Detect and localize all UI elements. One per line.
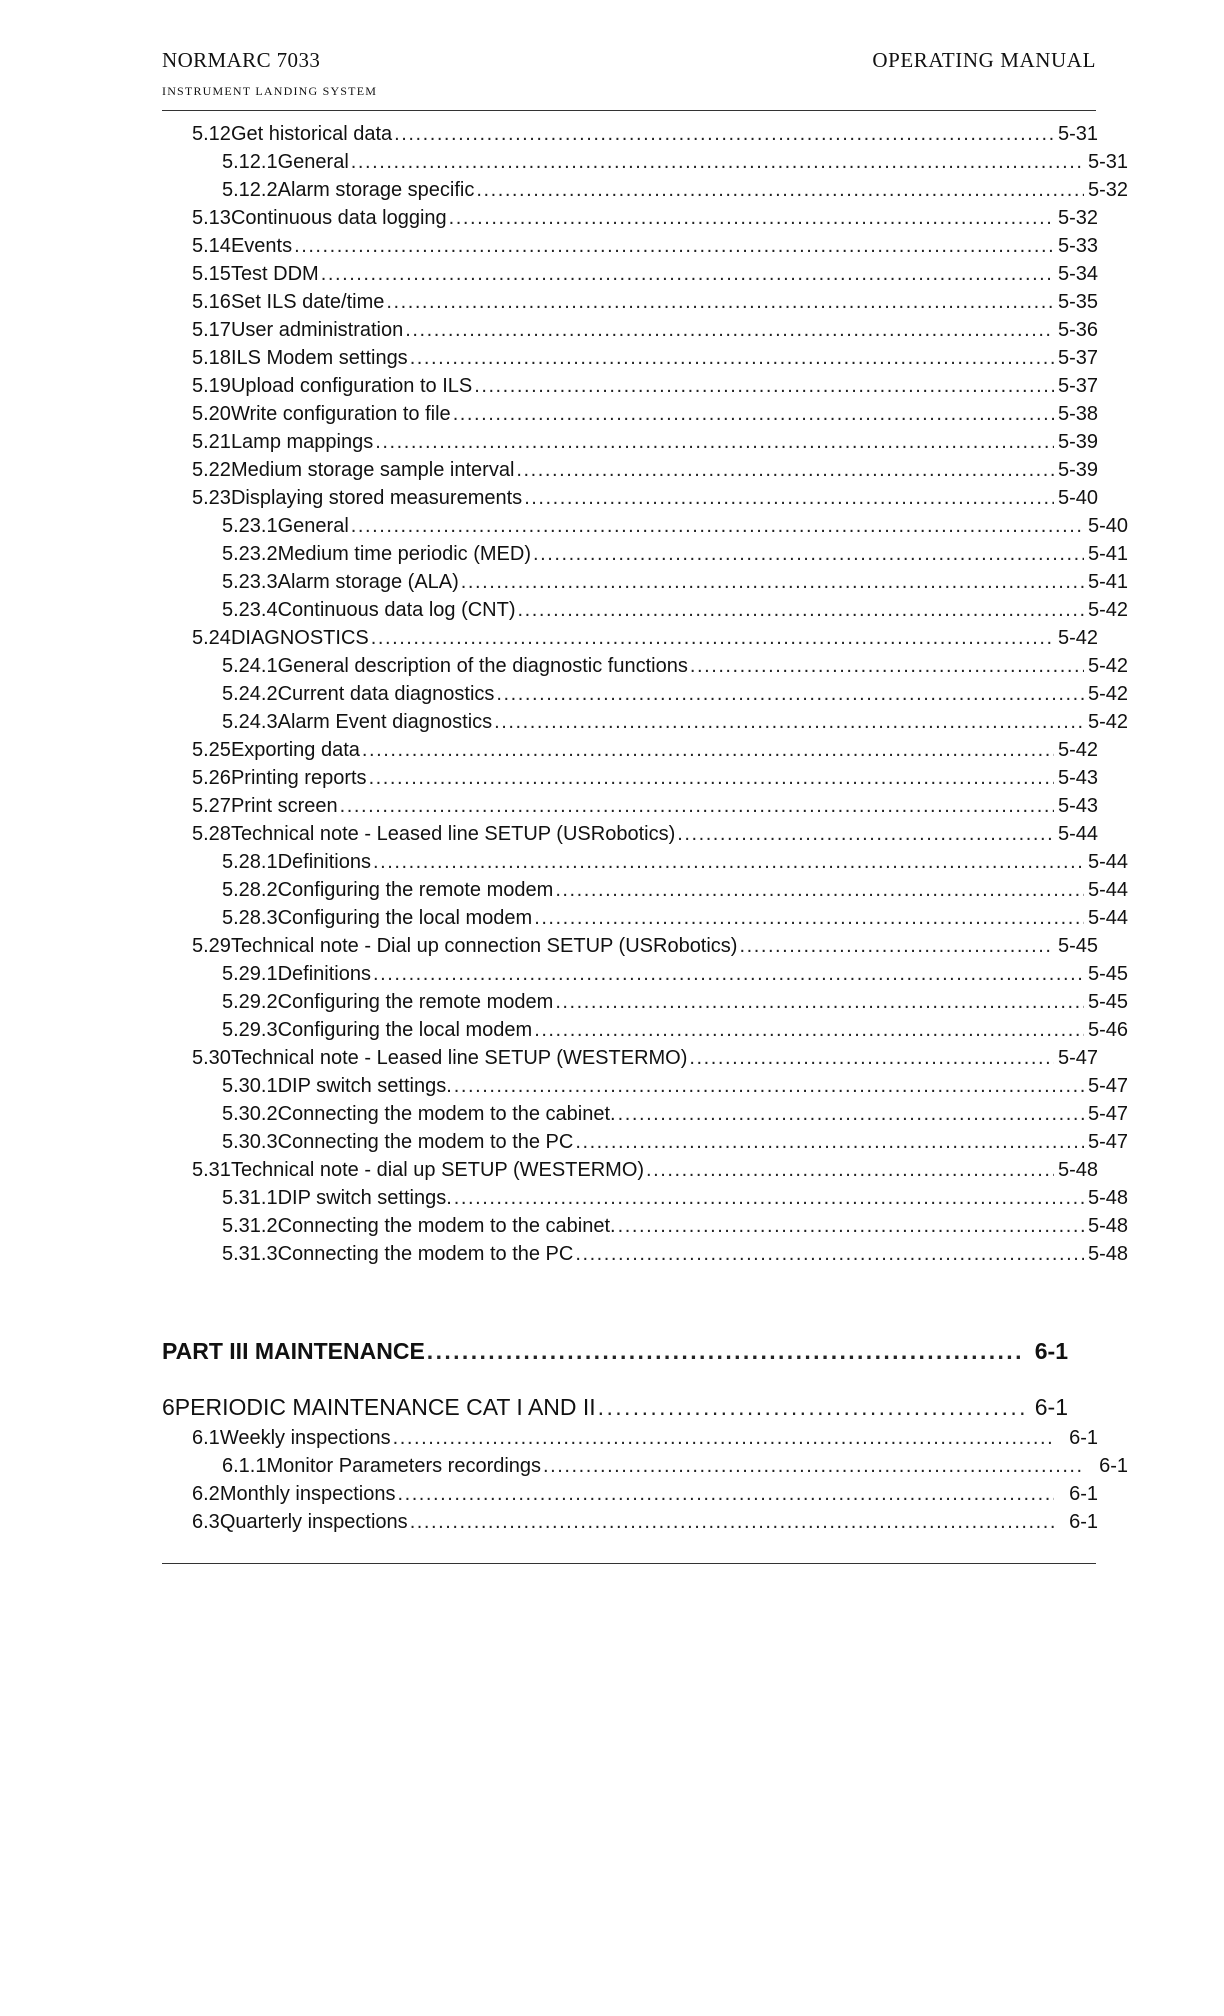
toc-entry-page: 5-45 [1057,935,1098,957]
toc-entry [162,1480,1098,1508]
toc-entry-title: Upload configuration to ILS [230,375,473,397]
toc-entry [162,1016,1128,1044]
toc-entry [162,764,1098,792]
toc-entry [162,820,1098,848]
toc-dot-leader [516,456,1054,484]
toc-dot-leader [555,876,1084,904]
toc-entry-page: 6-1 [1069,1511,1098,1533]
toc-entry [162,1452,1128,1480]
toc-chapter-page: 6-1 [1034,1394,1068,1420]
page-header [162,48,1096,112]
toc-entry-title: Print screen [230,795,338,817]
toc-entry-number: 6.1 [192,1427,220,1449]
toc-entry-title: Write configuration to file [230,403,451,425]
toc-entry-page: 5-33 [1057,235,1098,257]
footer-divider [162,1563,1096,1564]
toc-entry-page: 5-36 [1057,319,1098,341]
toc-entry [162,176,1128,204]
toc-entry-page: 5-47 [1087,1131,1128,1153]
toc-entry [162,1508,1098,1536]
header-product-title: NORMARC 7033 [162,48,321,72]
toc-entry-number: 5.13 [192,207,231,229]
toc-entry-number: 5.19 [192,375,231,397]
toc-entry-page: 5-35 [1057,291,1098,313]
toc-dot-leader [575,1240,1084,1268]
toc-entry-title: Current data diagnostics [277,683,495,705]
toc-dot-leader [598,1390,1024,1424]
toc-entry-title: Medium time periodic (MED) [277,543,531,565]
toc-entry [162,1128,1128,1156]
toc-entry-title: Configuring the local modem [277,907,533,929]
toc-entry-title: Connecting the modem to the PC [277,1131,574,1153]
toc-entry-number: 5.15 [192,263,231,285]
toc-entry-page: 5-47 [1087,1103,1128,1125]
toc-entry [162,288,1098,316]
toc-entry-page: 5-34 [1057,263,1098,285]
header-product-subtitle: INSTRUMENT LANDING SYSTEM [162,84,378,98]
toc-dot-leader [373,960,1084,988]
toc-entry-page: 5-45 [1087,991,1128,1013]
toc-entry-number: 5.30.2 [222,1103,278,1125]
toc-entry [162,1156,1098,1184]
toc-entry-page: 5-44 [1087,879,1128,901]
toc-entry-title: Monitor Parameters recordings [266,1455,542,1477]
toc-dot-leader [294,232,1054,260]
toc-entry-title: Displaying stored measurements [230,487,523,509]
toc-entry [162,232,1098,260]
toc-entry [162,400,1098,428]
toc-entry-page: 5-38 [1057,403,1098,425]
header-manual-title: OPERATING MANUAL [872,48,1096,72]
toc-entry-title: Configuring the local modem [277,1019,533,1041]
toc-entry-title: General [277,151,349,173]
toc-entry-page: 5-39 [1057,459,1098,481]
toc-entry [162,344,1098,372]
toc-entry-title: Printing reports [230,767,367,789]
toc-dot-leader [690,652,1084,680]
toc-entry-title: Alarm storage (ALA) [277,571,459,593]
toc-entry-page: 5-45 [1087,963,1128,985]
toc-entry [162,568,1128,596]
toc-part-title: PART III MAINTENANCE [162,1338,425,1364]
toc-entry-number: 5.21 [192,431,231,453]
toc-entry-page: 5-43 [1057,767,1098,789]
toc-dot-leader [494,708,1084,736]
toc-entry-page: 5-39 [1057,431,1098,453]
toc-dot-leader [386,288,1054,316]
toc-entry-title: Configuring the remote modem [277,991,554,1013]
toc-entry [162,988,1128,1016]
toc-entry-page: 5-42 [1087,683,1128,705]
toc-entry-page: 5-48 [1087,1187,1128,1209]
toc-entry-title: Lamp mappings [230,431,374,453]
toc-dot-leader [474,372,1054,400]
toc-entry [162,456,1098,484]
toc-dot-leader [394,120,1054,148]
toc-entry-number: 5.25 [192,739,231,761]
toc-dot-leader [518,596,1085,624]
toc-entry [162,316,1098,344]
toc-entry-number: 5.12.1 [222,151,278,173]
toc-entry-number: 5.30 [192,1047,231,1069]
toc-entry-number: 5.27 [192,795,231,817]
toc-entry [162,120,1098,148]
toc-entry-page: 5-47 [1087,1075,1128,1097]
toc-entry-title: Events [230,235,293,257]
toc-entry [162,1424,1098,1452]
toc-part-heading [162,1334,1068,1368]
toc-dot-leader [533,540,1084,568]
toc-entry-page: 5-41 [1087,543,1128,565]
toc-entry-page: 5-47 [1057,1047,1098,1069]
toc-entry-title: DIP switch settings. [277,1187,452,1209]
toc-chapter-title: PERIODIC MAINTENANCE CAT I AND II [174,1394,596,1420]
toc-entry-title: Alarm Event diagnostics [277,711,493,733]
header-divider [162,110,1096,111]
toc-entry-number: 5.12 [192,123,231,145]
toc-entry-number: 5.23.4 [222,599,278,621]
toc-entry-page: 5-48 [1057,1159,1098,1181]
toc-entry-title: Technical note - Dial up connection SETUP (USRobotics) [230,935,738,957]
toc-entry-number: 6.2 [192,1483,220,1505]
toc-dot-leader [543,1452,1084,1480]
toc-dot-leader [321,260,1054,288]
toc-entry [162,1044,1098,1072]
toc-entry [162,960,1128,988]
toc-entry-number: 5.28.1 [222,851,278,873]
toc-entry-page: 5-42 [1087,599,1128,621]
toc-part-page: 6-1 [1034,1338,1068,1364]
toc-entry [162,652,1128,680]
toc-dot-leader [534,1016,1084,1044]
toc-entry-number: 5.23.3 [222,571,278,593]
toc-entry-page: 6-1 [1069,1427,1098,1449]
toc-entry [162,204,1098,232]
toc-entry-page: 5-41 [1087,571,1128,593]
toc-entry-number: 5.24 [192,627,231,649]
toc-entry-page: 5-42 [1057,739,1098,761]
toc-entry-page: 5-48 [1087,1215,1128,1237]
toc-entry-page: 5-37 [1057,375,1098,397]
toc-dot-leader [461,568,1084,596]
toc-dot-leader [496,680,1084,708]
toc-entry-number: 5.31 [192,1159,231,1181]
toc-chapter-heading [162,1390,1068,1424]
toc-entry-title: Technical note - dial up SETUP (WESTERMO) [230,1159,645,1181]
toc-entry-number: 5.24.2 [222,683,278,705]
toc-entry-number: 5.30.1 [222,1075,278,1097]
toc-dot-leader [618,1100,1084,1128]
toc-entry [162,512,1128,540]
toc-entry-number: 5.29.2 [222,991,278,1013]
toc-dot-leader [575,1128,1084,1156]
toc-entry-number: 6.3 [192,1511,220,1533]
toc-dot-leader [534,904,1084,932]
toc-entry [162,792,1098,820]
toc-dot-leader [362,736,1054,764]
toc-entry [162,428,1098,456]
toc-entry-number: 6.1.1 [222,1455,267,1477]
toc-dot-leader [340,792,1054,820]
toc-chapter-number: 6 [162,1394,175,1420]
toc-dot-leader [393,1424,1054,1452]
toc-dot-leader [453,400,1054,428]
toc-entry-title: Configuring the remote modem [277,879,554,901]
toc-entry-number: 5.22 [192,459,231,481]
toc-entry-title: Alarm storage specific [277,179,475,201]
toc-entry [162,736,1098,764]
toc-entry-number: 5.29.1 [222,963,278,985]
toc-entry-page: 5-32 [1087,179,1128,201]
toc-entry-number: 5.30.3 [222,1131,278,1153]
toc-entry-title: Technical note - Leased line SETUP (USRobotics) [230,823,676,845]
toc-entry [162,932,1098,960]
toc-dot-leader [410,1508,1054,1536]
toc-dot-leader [375,428,1054,456]
toc-entry [162,1100,1128,1128]
toc-entry-title: DIP switch settings. [277,1075,452,1097]
toc-entry-number: 5.24.1 [222,655,278,677]
toc-entry-number: 5.31.1 [222,1187,278,1209]
toc-entry [162,708,1128,736]
toc-entry-title: Monthly inspections [219,1483,396,1505]
toc-entry-page: 5-42 [1087,711,1128,733]
toc-entry-title: Medium storage sample interval [230,459,515,481]
toc-dot-leader [410,344,1054,372]
toc-entry [162,596,1128,624]
toc-entry [162,260,1098,288]
toc-dot-leader [371,624,1054,652]
toc-dot-leader [618,1212,1084,1240]
toc-entry-page: 5-44 [1057,823,1098,845]
toc-entry-number: 5.16 [192,291,231,313]
toc-entry-number: 5.28.3 [222,907,278,929]
toc-entry-title: Exporting data [230,739,360,761]
toc-entry-title: Quarterly inspections [219,1511,408,1533]
toc-dot-leader [397,1480,1054,1508]
toc-entry-number: 5.23 [192,487,231,509]
toc-entry-title: Connecting the modem to the cabinet. [277,1215,616,1237]
toc-entry-title: Test DDM [230,263,319,285]
toc-dot-leader [351,512,1084,540]
toc-entry-number: 5.24.3 [222,711,278,733]
toc-entry-page: 5-40 [1057,487,1098,509]
toc-entry-number: 5.14 [192,235,231,257]
toc-dot-leader [454,1072,1084,1100]
toc-entry-title: Definitions [277,851,371,873]
toc-entry [162,1184,1128,1212]
toc-entry-number: 5.28.2 [222,879,278,901]
toc-entry-title: General description of the diagnostic functions [277,655,688,677]
toc-entry-number: 5.18 [192,347,231,369]
toc-entry-title: Connecting the modem to the cabinet. [277,1103,616,1125]
toc-entry-page: 5-44 [1087,851,1128,873]
toc-entry-number: 5.23.2 [222,543,278,565]
toc-entry [162,624,1098,652]
toc-entry-title: General [277,515,349,537]
toc-dot-leader [454,1184,1084,1212]
toc-entry-number: 5.12.2 [222,179,278,201]
toc-entry-page: 5-37 [1057,347,1098,369]
toc-entry-number: 5.23.1 [222,515,278,537]
toc-entry-title: Definitions [277,963,371,985]
toc-entry-number: 5.17 [192,319,231,341]
toc-entry-page: 5-31 [1057,123,1098,145]
toc-dot-leader [449,204,1054,232]
toc-entry-number: 5.31.3 [222,1243,278,1265]
toc-entry [162,1212,1128,1240]
toc-dot-leader [405,316,1054,344]
toc-entry-title: ILS Modem settings [230,347,408,369]
toc-entry [162,680,1128,708]
toc-entry [162,540,1128,568]
toc-entry-page: 6-1 [1099,1455,1128,1477]
toc-dot-leader [369,764,1054,792]
toc-entry [162,1072,1128,1100]
toc-entry-title: Weekly inspections [219,1427,391,1449]
toc-entry [162,1240,1128,1268]
toc-dot-leader [524,484,1054,512]
toc-entry-title: Set ILS date/time [230,291,385,313]
toc-entry-number: 5.28 [192,823,231,845]
toc-dot-leader [555,988,1084,1016]
toc-entry-number: 5.31.2 [222,1215,278,1237]
toc-entry-title: User administration [230,319,404,341]
toc-dot-leader [689,1044,1054,1072]
toc-entry-page: 5-48 [1087,1243,1128,1265]
toc-entry [162,484,1098,512]
toc-entry-page: 5-44 [1087,907,1128,929]
toc-dot-leader [646,1156,1054,1184]
toc-entry [162,848,1128,876]
toc-entry-title: Continuous data log (CNT) [277,599,516,621]
toc-entry-number: 5.26 [192,767,231,789]
toc-entry-title: Technical note - Leased line SETUP (WESTERMO) [230,1047,688,1069]
toc-entry [162,904,1128,932]
toc-entry-page: 5-42 [1057,627,1098,649]
toc-entry [162,372,1098,400]
toc-entry-number: 5.29.3 [222,1019,278,1041]
toc-entry [162,876,1128,904]
toc-dot-leader [427,1334,1024,1368]
toc-entry-page: 5-42 [1087,655,1128,677]
toc-dot-leader [677,820,1054,848]
toc-dot-leader [476,176,1084,204]
toc-entry [162,148,1128,176]
toc-entry-title: Connecting the modem to the PC [277,1243,574,1265]
toc-entry-title: Get historical data [230,123,393,145]
toc-dot-leader [351,148,1084,176]
toc-dot-leader [739,932,1054,960]
toc-entry-page: 5-40 [1087,515,1128,537]
toc-dot-leader [373,848,1084,876]
toc-entry-page: 5-43 [1057,795,1098,817]
toc-entry-title: Continuous data logging [230,207,447,229]
toc-entry-page: 5-31 [1087,151,1128,173]
toc-entry-page: 6-1 [1069,1483,1098,1505]
toc-entry-number: 5.29 [192,935,231,957]
toc-entry-page: 5-46 [1087,1019,1128,1041]
toc-entry-page: 5-32 [1057,207,1098,229]
toc-entry-title: DIAGNOSTICS [230,627,369,649]
toc-entry-number: 5.20 [192,403,231,425]
